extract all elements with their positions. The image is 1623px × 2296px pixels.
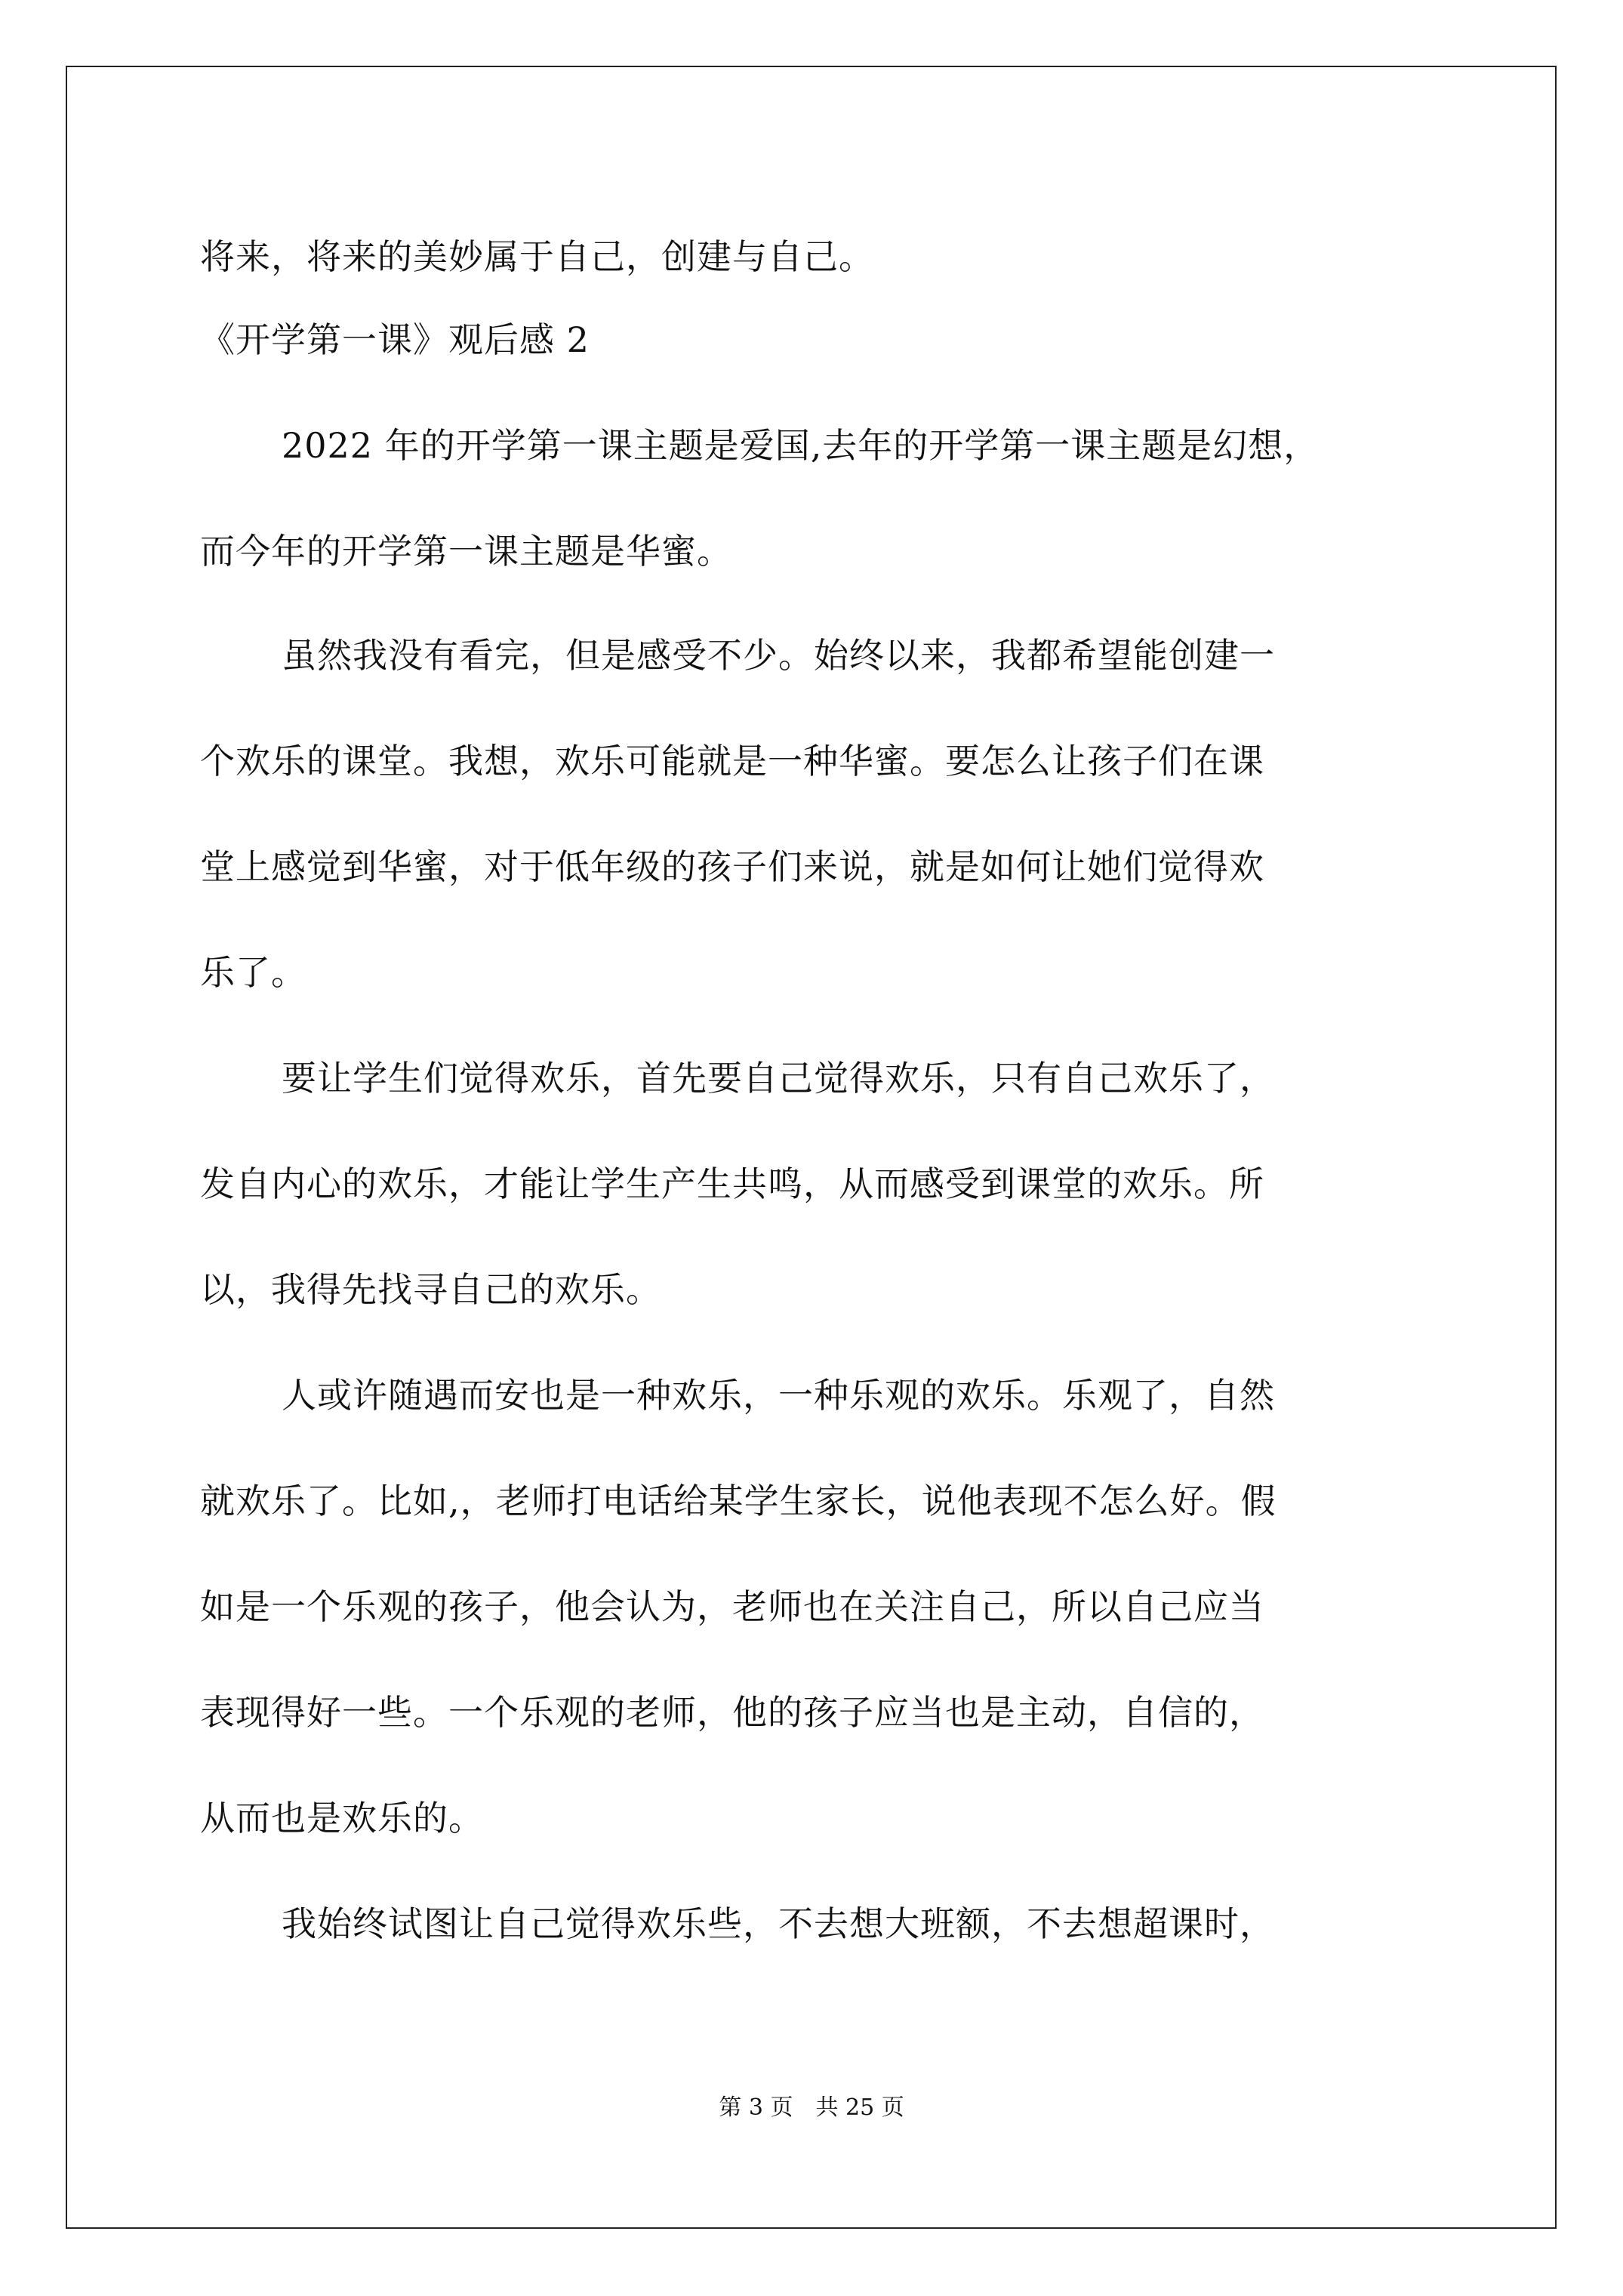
page-number-footer: 第 3 页 共 25 页 [719,2094,904,2121]
text-line: 以，我得先找寻自己的欢乐。 [200,1269,661,1310]
text-line: 人或许随遇而安也是一种欢乐，一种乐观的欢乐。乐观了，自然 [282,1375,1275,1416]
text-line: 而今年的开学第一课主题是华蜜。 [200,531,732,572]
section-heading: 《开学第一课》观后感 2 [200,319,590,360]
text-line: 我始终试图让自己觉得欢乐些，不去想大班额，不去想超课时， [282,1903,1275,1944]
text-line: 2022 年的开学第一课主题是爱国,去年的开学第一课主题是幻想， [282,425,1320,466]
text-line: 个欢乐的课堂。我想，欢乐可能就是一种华蜜。要怎么让孩子们在课 [200,741,1264,781]
text-line: 虽然我没有看完，但是感受不少。始终以来，我都希望能创建一 [282,635,1275,676]
text-line: 堂上感觉到华蜜，对于低年级的孩子们来说，就是如何让她们觉得欢 [200,846,1264,887]
text-line: 如是一个乐观的孩子，他会认为，老师也在关注自己，所以自己应当 [200,1586,1264,1627]
text-line: 表现得好一些。一个乐观的老师，他的孩子应当也是主动，自信的， [200,1692,1264,1733]
text-line: 就欢乐了。比如,，老师打电话给某学生家长，说他表现不怎么好。假 [200,1481,1277,1521]
text-line: 乐了。 [200,952,306,993]
text-line: 要让学生们觉得欢乐，首先要自己觉得欢乐，只有自己欢乐了， [282,1058,1275,1099]
text-line: 从而也是欢乐的。 [200,1798,484,1838]
text-line: 将来，将来的美妙属于自己，创建与自己。 [200,236,874,277]
text-line: 发自内心的欢乐，才能让学生产生共鸣，从而感受到课堂的欢乐。所 [200,1163,1264,1204]
